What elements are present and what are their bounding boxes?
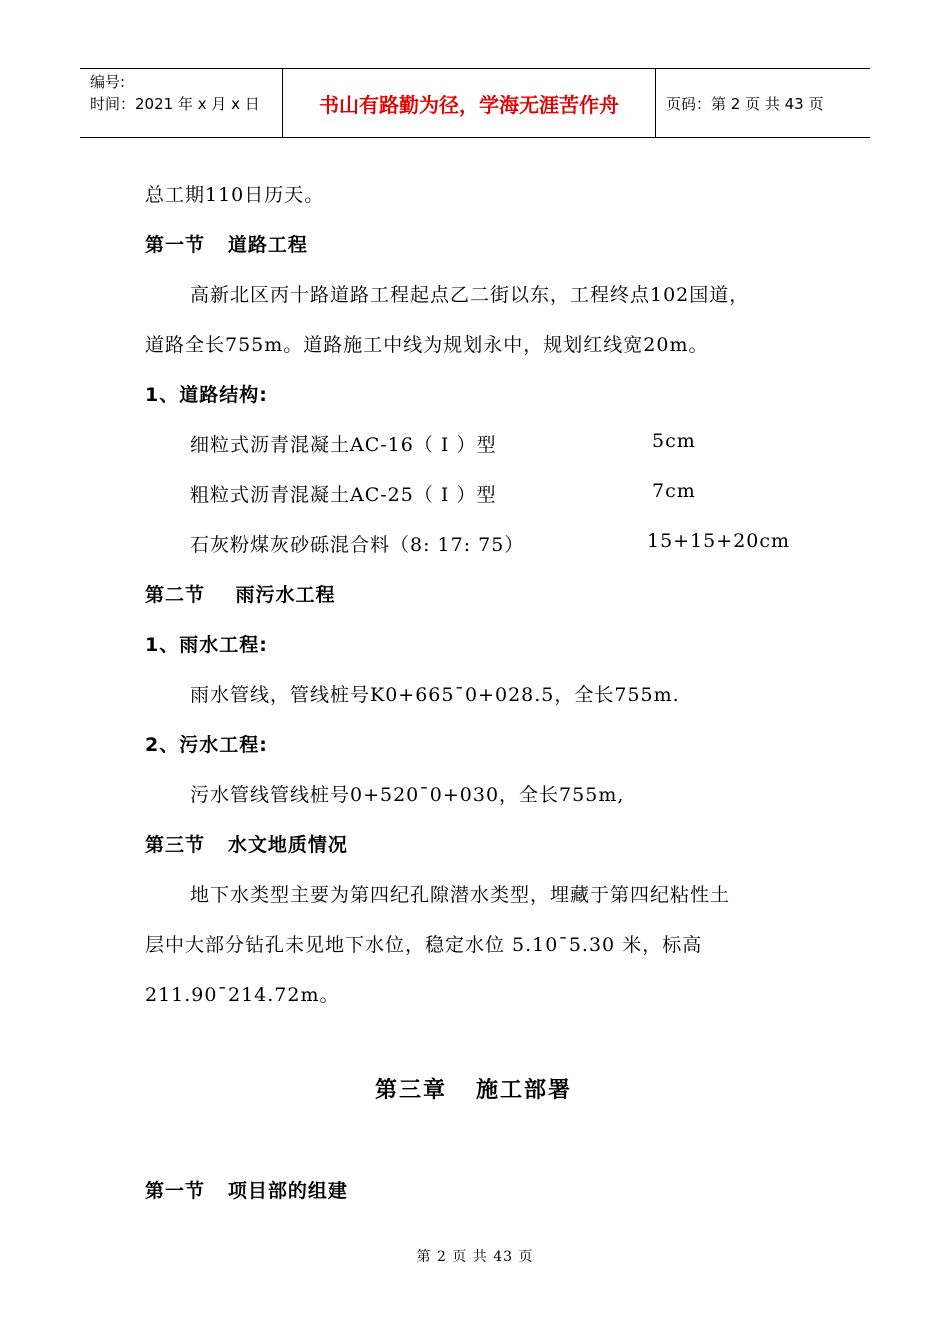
header-meta [80, 69, 282, 137]
document-date: 时间：2021 年 x 月 x 日 [90, 95, 260, 113]
paragraph-sewage: 污水管线管线桩号0+520¯0+030，全长755m, [190, 784, 625, 806]
paragraph-road-2: 道路全长755m。道路施工中线为规划永中，规划红线宽20m。 [145, 334, 709, 356]
section-title-hydrogeology: 第三节 水文地质情况 [145, 834, 348, 856]
layer-name: 粗粒式沥青混凝土AC-25（ I ）型 [190, 484, 497, 506]
layer-thickness: 15+15+20cm [647, 530, 791, 552]
layer-name: 石灰粉煤灰砂砾混合料（8: 17: 75） [190, 534, 525, 556]
paragraph-hydro-1: 地下水类型主要为第四纪孔隙潜水类型，埋藏于第四纪粘性土 [190, 884, 731, 906]
paragraph-hydro-2: 层中大部分钻孔未见地下水位，稳定水位 5.10¯5.30 米，标高 [145, 934, 703, 956]
layer-thickness: 7cm [652, 480, 696, 502]
header-page-info: 页码：第 2 页 共 43 页 [666, 94, 824, 113]
chapter-title: 第三章 施工部署 [375, 1078, 572, 1103]
subsection-sewage: 2、污水工程: [145, 734, 268, 756]
header-motto: 书山有路勤为径，学海无涯苦作舟 [282, 69, 656, 137]
document-code: 编号: [90, 73, 126, 91]
page-footer: 第 2 页 共 43 页 [416, 1249, 534, 1265]
section-title-road: 第一节 道路工程 [145, 234, 308, 256]
paragraph-duration: 总工期110日历天。 [145, 184, 325, 206]
subsection-road-structure: 1、道路结构: [145, 384, 268, 406]
subsection-rainwater: 1、雨水工程: [145, 634, 268, 656]
paragraph-hydro-3: 211.90¯214.72m。 [145, 984, 340, 1006]
section-title-project-team: 第一节 项目部的组建 [145, 1180, 348, 1202]
layer-name: 细粒式沥青混凝土AC-16（ I ）型 [190, 434, 497, 456]
paragraph-road-1: 高新北区丙十路道路工程起点乙二街以东，工程终点102国道， [190, 284, 750, 306]
page-header [80, 68, 870, 138]
paragraph-rainwater: 雨水管线，管线桩号K0+665¯0+028.5，全长755m. [190, 684, 680, 706]
section-title-drainage: 第二节 雨污水工程 [145, 584, 336, 606]
layer-thickness: 5cm [652, 430, 696, 452]
